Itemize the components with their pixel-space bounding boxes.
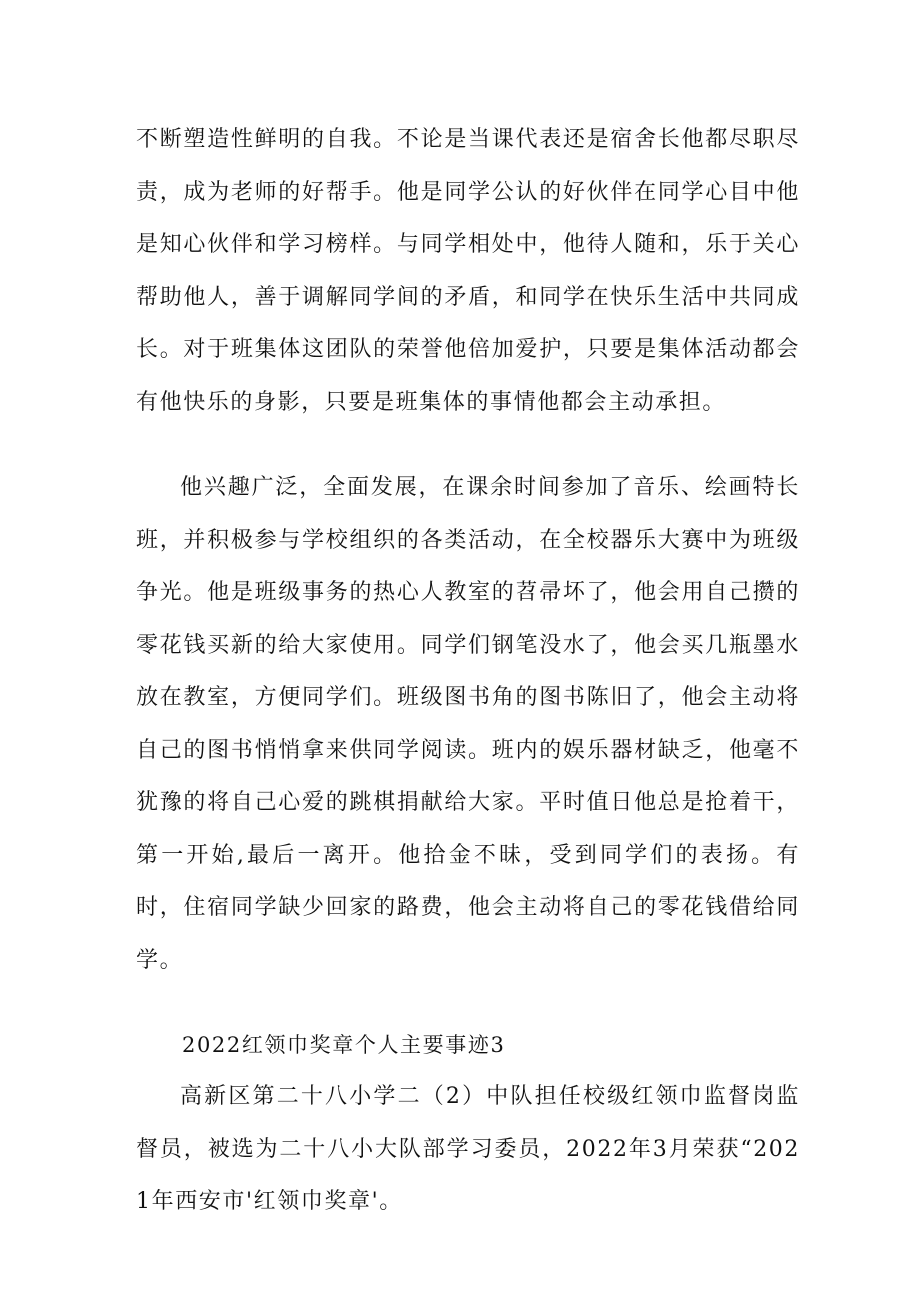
body-paragraph-3: 高新区第二十八小学二（2）中队担任校级红领巾监督岗监督员，被选为二十八小大队部学习委员，2022年3月荣获“2021年西安市'红领巾奖章'。 (136, 1084, 800, 1214)
body-paragraph-2: 他兴趣广泛，全面发展，在课余时间参加了音乐、绘画特长班，并积极参与学校组织的各类活动，在全校器乐大赛中为班级争光。他是班级事务的热心人教室的苕帚坏了，他会用自己攒的零花钱买新的给大家使用。同学们钢笔没水了，他会买几瓶墨水放在教室，方便同学们。班级图书角的图书陈旧了，他会主动将自己的图书悄悄拿来供同学阅读。班内的娱乐器材缺乏，他毫不犹豫的将自己心爱的跳棋捐献给大家。平时值日他总是抢着干，第一开始,最后一离开。他拾金不昧，受到同学们的表扬。有时，住宿同学缺少回家的路费，他会主动将自己的零花钱借给同学。 (136, 475, 800, 973)
section-heading: 2022红领巾奖章个人主要事迹3 (182, 1033, 506, 1057)
body-paragraph-1: 不断塑造性鲜明的自我。不论是当课代表还是宿舍长他都尽职尽责，成为老师的好帮手。他是同学公认的好伙伴在同学心目中他是知心伙伴和学习榜样。与同学相处中，他待人随和，乐于关心帮助他人，善于调解同学间的矛盾，和同学在快乐生活中共同成长。对于班集体这团队的荣誉他倍加爱护，只要是集体活动都会有他快乐的身影，只要是班集体的事情他都会主动承担。 (136, 127, 800, 415)
